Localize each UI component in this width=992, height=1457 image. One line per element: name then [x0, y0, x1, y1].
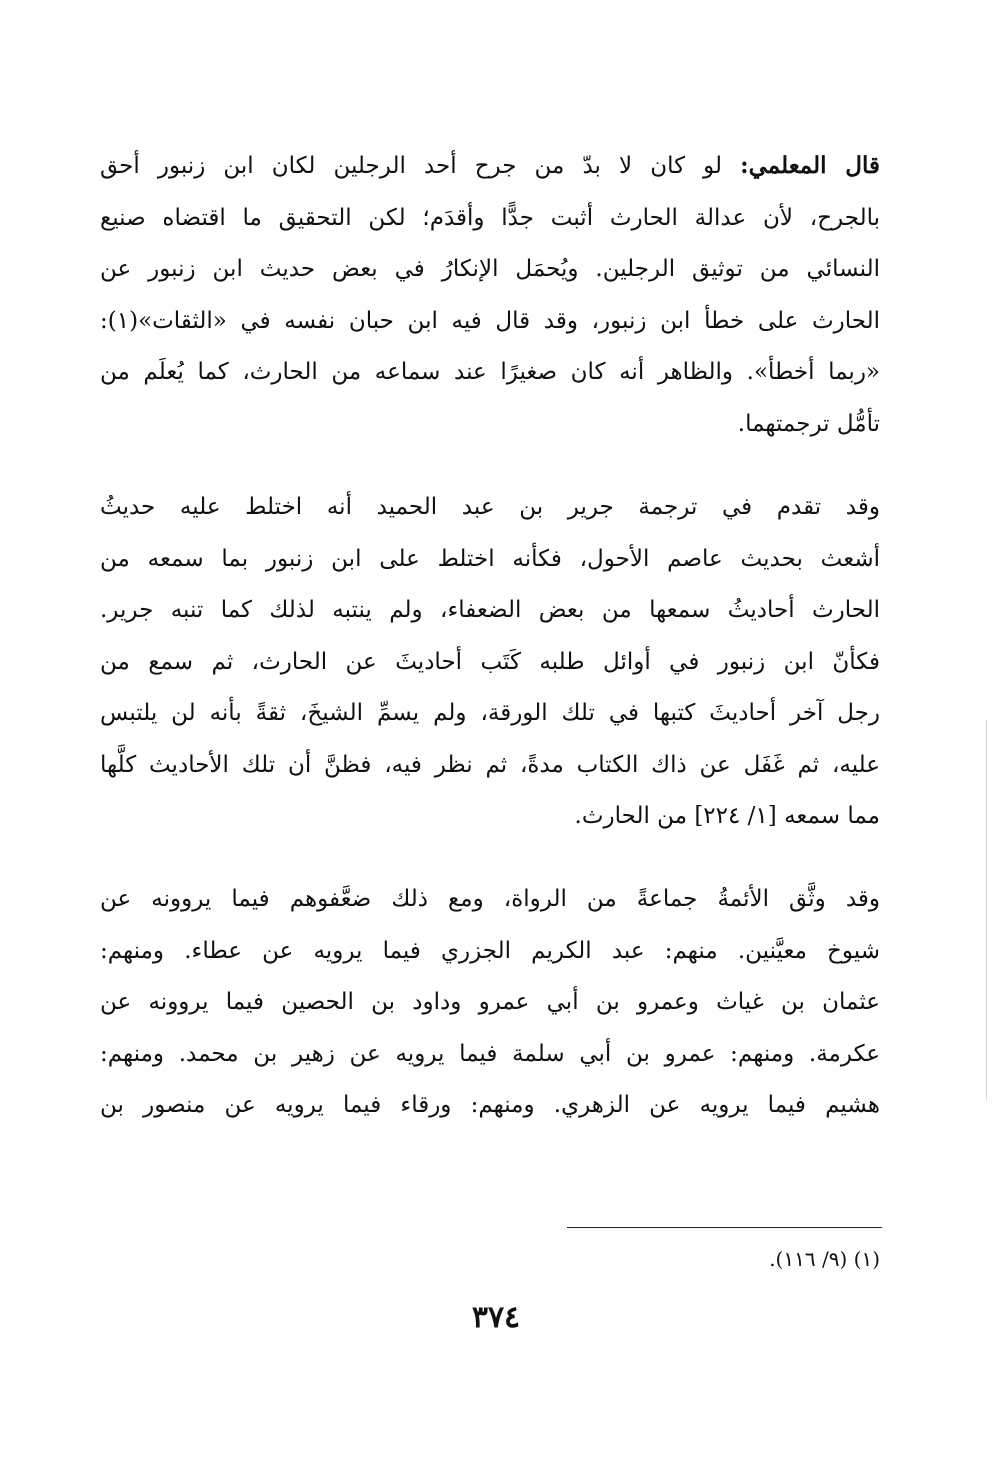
footnote: (١) (٩/ ١١٦).: [769, 1247, 880, 1271]
text-line: هشيم فيما يرويه عن الزهري. ومنهم: ورقاء فيما يرويه عن منصور بن: [100, 1092, 880, 1118]
text-line: أشعث بحديث عاصم الأحول، فكأنه اختلط على ابن زنبور بما سمعه من: [100, 545, 880, 572]
text-line: وقد وثَّق الأئمةُ جماعةً من الرواة، ومع ذلك ضعَّفوهم فيما يروونه عن: [100, 886, 880, 912]
paragraph-1: [100, 140, 880, 450]
text-line: عليه، ثم غَفَل عن ذاك الكتاب مدةً، ثم نظر فيه، فظنَّ أن تلك الأحاديث كلَّها: [100, 751, 880, 778]
text-line: بالجرح، لأن عدالة الحارث أثبت جدًّا وأقدَم؛ لكن التحقيق ما اقتضاه صنيع: [100, 204, 880, 231]
footnote-divider: [567, 1227, 882, 1228]
text-line: الحارث على خطأ ابن زنبور، وقد قال فيه ابن حبان نفسه في «الثقات»(١):: [100, 307, 880, 334]
text-line: مما سمعه [١/ ٢٢٤] من الحارث.: [574, 803, 880, 829]
text-line: قال المعلمي: لو كان لا بدّ من جرح أحد الرجلين لكان ابن زنبور أحق: [100, 152, 880, 179]
paragraph-3: [100, 874, 880, 1132]
page-number: ٣٧٤: [471, 1300, 521, 1335]
text-line: فكأنّ ابن زنبور في أوائل طلبه كَتَب أحاديثَ عن الحارث، ثم سمع من: [100, 648, 880, 675]
scan-margin-line: [986, 720, 987, 1100]
text-line: الحارث أحاديثُ سمعها من بعض الضعفاء، ولم ينتبه لذلك كما تنبه جرير.: [100, 597, 880, 623]
text-line: تأمُّل ترجمتهما.: [737, 410, 880, 437]
text-line: عكرمة. ومنهم: عمرو بن أبي سلمة فيما يرويه عن زهير بن محمد. ومنهم:: [100, 1040, 880, 1067]
text-line: عثمان بن غياث وعمرو بن أبي عمرو وداود بن الحصين فيما يروونه عن: [100, 989, 880, 1015]
text-line: «ربما أخطأ». والظاهر أنه كان صغيرًا عند سماعه من الحارث، كما يُعلَم من: [100, 359, 880, 385]
text-line: رجل آخر أحاديثَ كتبها في تلك الورقة، ولم يسمِّ الشيخَ، ثقةً بأنه لن يلتبس: [100, 700, 880, 726]
speaker-lead: قال المعلمي:: [740, 152, 880, 179]
text-line: شيوخ معيَّنين. منهم: عبد الكريم الجزري فيما يرويه عن عطاء. ومنهم:: [100, 937, 880, 964]
text-line: النسائي من توثيق الرجلين. ويُحمَل الإنكارُ في بعض حديث ابن زنبور عن: [100, 256, 880, 282]
paragraph-2: [100, 482, 880, 843]
text-line: وقد تقدم في ترجمة جرير بن عبد الحميد أنه اختلط عليه حديثُ: [100, 494, 880, 520]
